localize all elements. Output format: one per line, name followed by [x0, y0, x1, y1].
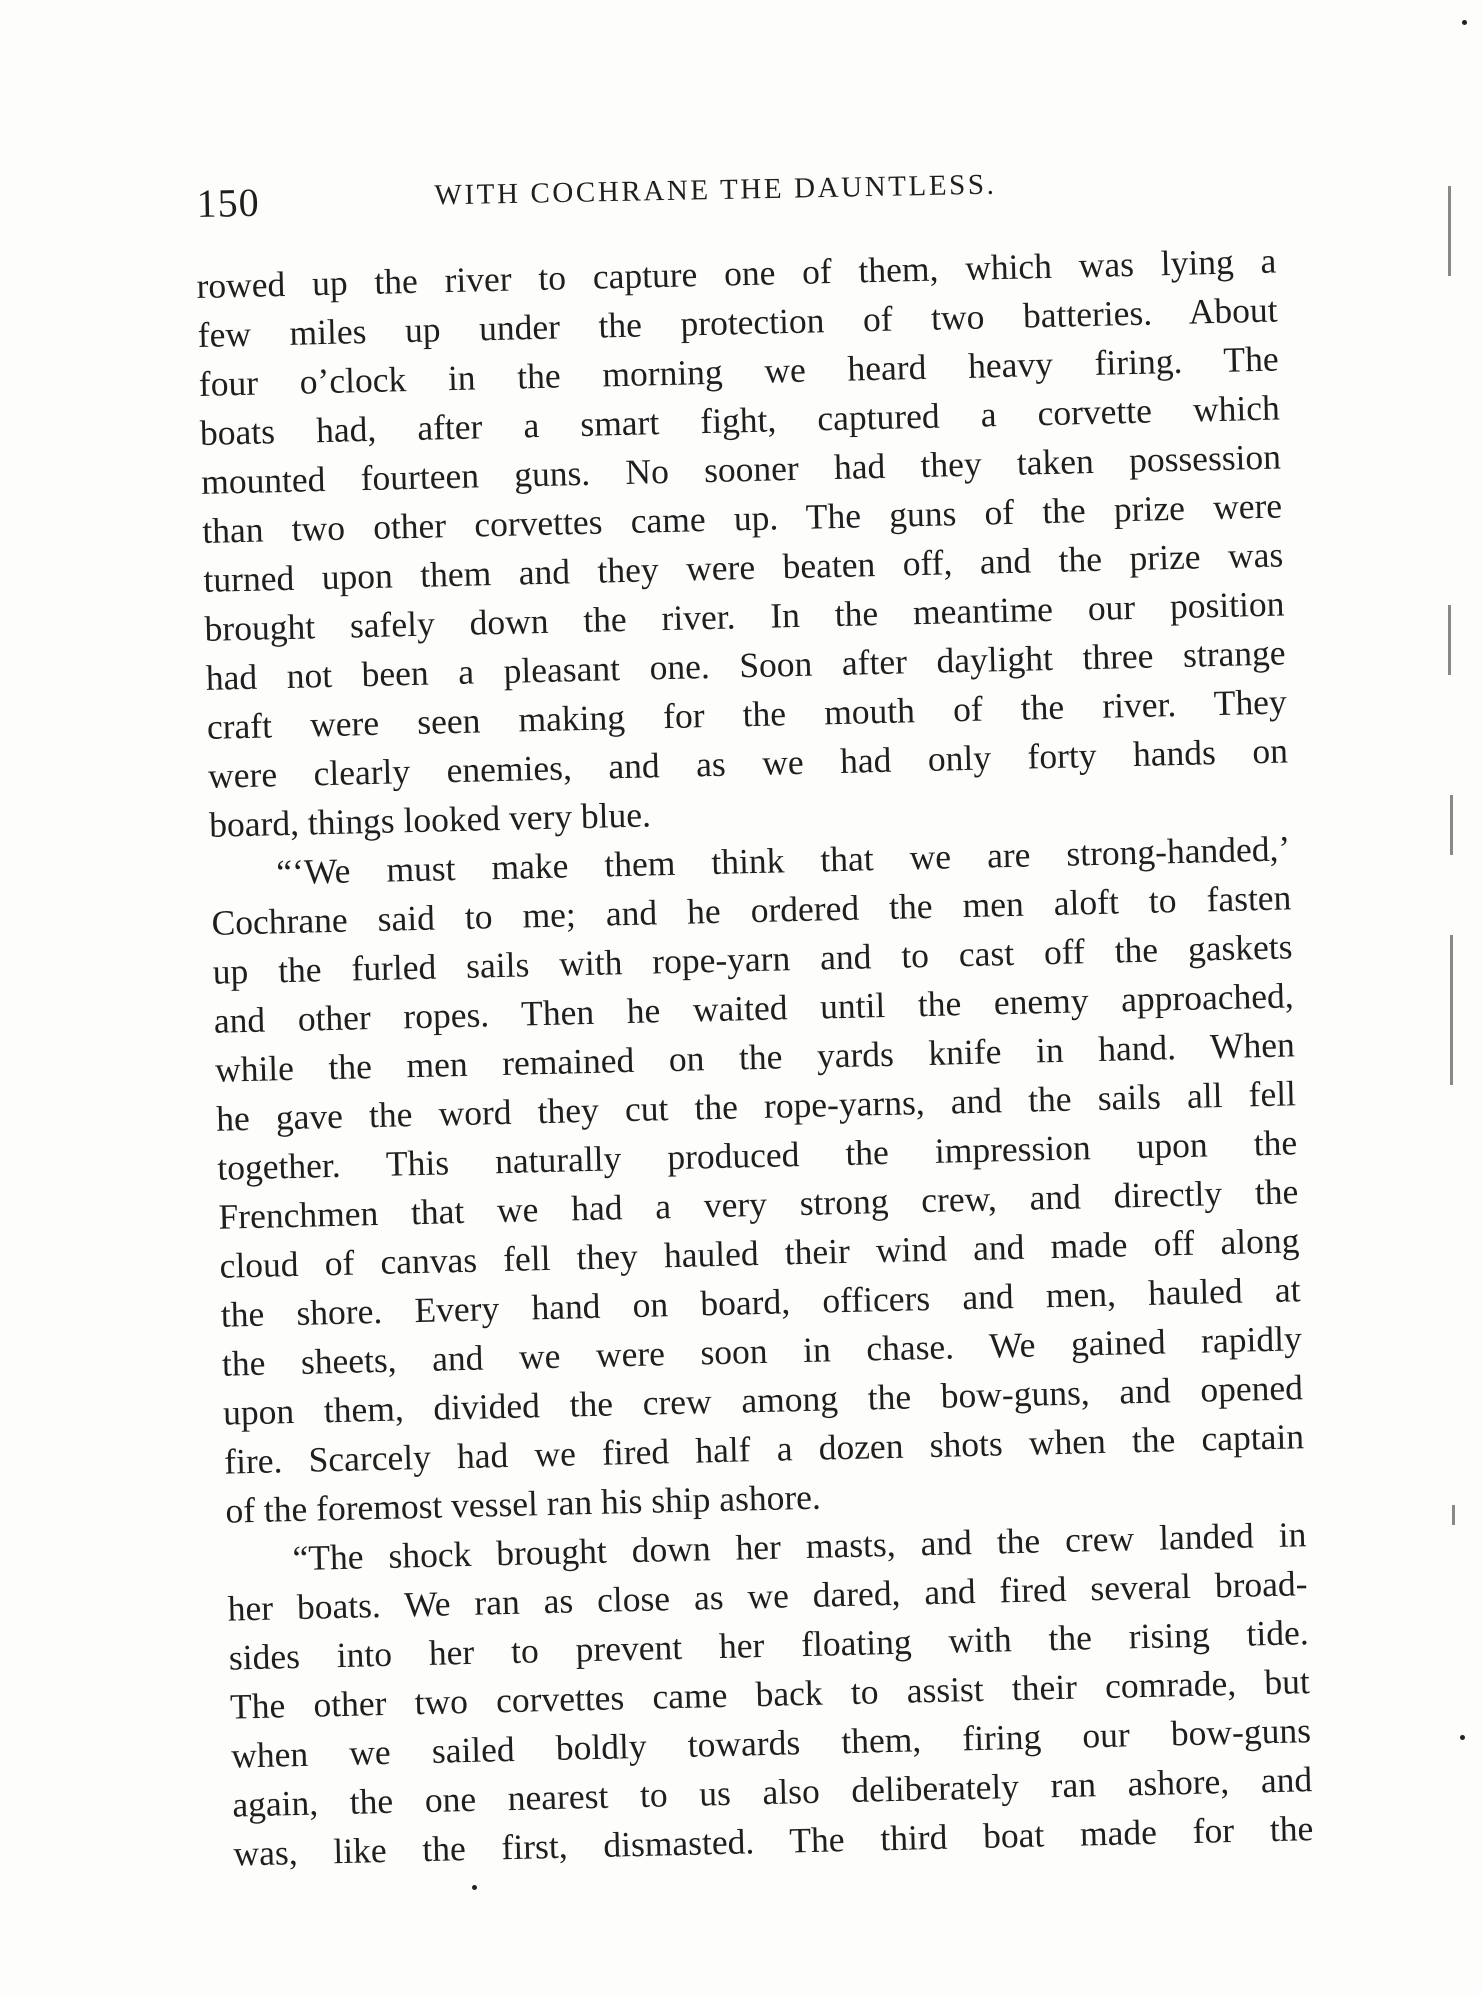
scan-mark: [1450, 795, 1453, 855]
text-line: of the foremost vessel ran his ship ashore.: [224, 1476, 822, 1531]
text-line: than two other corvettes came up. The guns of the prize were: [201, 485, 1283, 551]
text-line: the shore. Every hand on board, officers and men, hauled at: [220, 1269, 1301, 1335]
text-line: boats had, after a smart fight, captured a corvette which: [199, 387, 1281, 453]
text-line: “The shock brought down her masts, and the crew landed in: [292, 1514, 1307, 1579]
text-line: her boats. We ran as close as we dared, and fired several broad-: [227, 1563, 1308, 1629]
text-line: turned upon them and they were beaten off, and the prize was: [203, 534, 1284, 600]
text-line: Frenchmen that we had a very strong crew, and directly the: [218, 1171, 1299, 1237]
text-line: board, things looked very blue.: [208, 794, 652, 845]
text-line: four o’clock in the morning we heard heavy firing. The: [198, 338, 1280, 404]
running-head: WITH COCHRANE THE DAUNTLESS.: [434, 168, 997, 212]
scan-mark: [1448, 186, 1451, 276]
text-line: he gave the word they cut the rope-yarns, and the sails all fell: [215, 1073, 1297, 1139]
page-number: 150: [196, 179, 261, 226]
text-line: while the men remained on the yards knife in hand. When: [214, 1024, 1296, 1090]
text-line: had not been a pleasant one. Soon after daylight three strange: [205, 632, 1286, 698]
text-line: The other two corvettes came back to assist their comrade, but: [229, 1661, 1311, 1727]
text-line: together. This naturally produced the impression upon the: [216, 1122, 1298, 1188]
text-line: mounted fourteen guns. No sooner had they taken possession: [200, 436, 1282, 502]
text-line: rowed up the river to capture one of them, which was lying a: [196, 240, 1277, 306]
scan-margin-artifacts: [1412, 0, 1472, 1994]
text-line: brought safely down the river. In the meantime our position: [204, 583, 1285, 649]
scan-dot: [1462, 20, 1467, 25]
text-line: “‘We must make them think that we are strong-handed,’: [275, 828, 1291, 893]
text-line: Cochrane said to me; and he ordered the men aloft to fasten: [211, 877, 1292, 943]
text-line: cloud of canvas fell they hauled their wind and made off along: [219, 1220, 1300, 1286]
text-line: sides into her to prevent her floating with the rising tide.: [228, 1612, 1310, 1678]
text-line: craft were seen making for the mouth of the river. They: [206, 681, 1288, 747]
text-line: the sheets, and we were soon in chase. We gained rapidly: [221, 1318, 1303, 1384]
text-line: fire. Scarcely had we fired half a dozen shots when the captain: [223, 1416, 1305, 1482]
body-text: [196, 237, 1314, 1879]
scan-mark: [1452, 1505, 1455, 1525]
scan-mark: [1448, 605, 1451, 675]
text-line: again, the one nearest to us also deliberately ran ashore, and: [231, 1759, 1313, 1825]
text-line: when we sailed boldly towards them, firing our bow-guns: [230, 1710, 1312, 1776]
text-line: upon them, divided the crew among the bow-guns, and opened: [222, 1367, 1304, 1433]
text-line: up the furled sails with rope-yarn and to cast off the gaskets: [212, 926, 1293, 992]
scan-dot: [1460, 1735, 1465, 1740]
text-line: few miles up under the protection of two batteries. About: [197, 289, 1278, 355]
text-line: was, like the first, dismasted. The third boat made for the: [233, 1808, 1314, 1874]
text-line: were clearly enemies, and as we had only forty hands on: [207, 730, 1289, 796]
scan-mark: [1450, 935, 1453, 1085]
text-line: and other ropes. Then he waited until the enemy approached,: [213, 975, 1295, 1041]
page-header: [196, 151, 1277, 232]
scan-dot: [472, 1885, 477, 1890]
